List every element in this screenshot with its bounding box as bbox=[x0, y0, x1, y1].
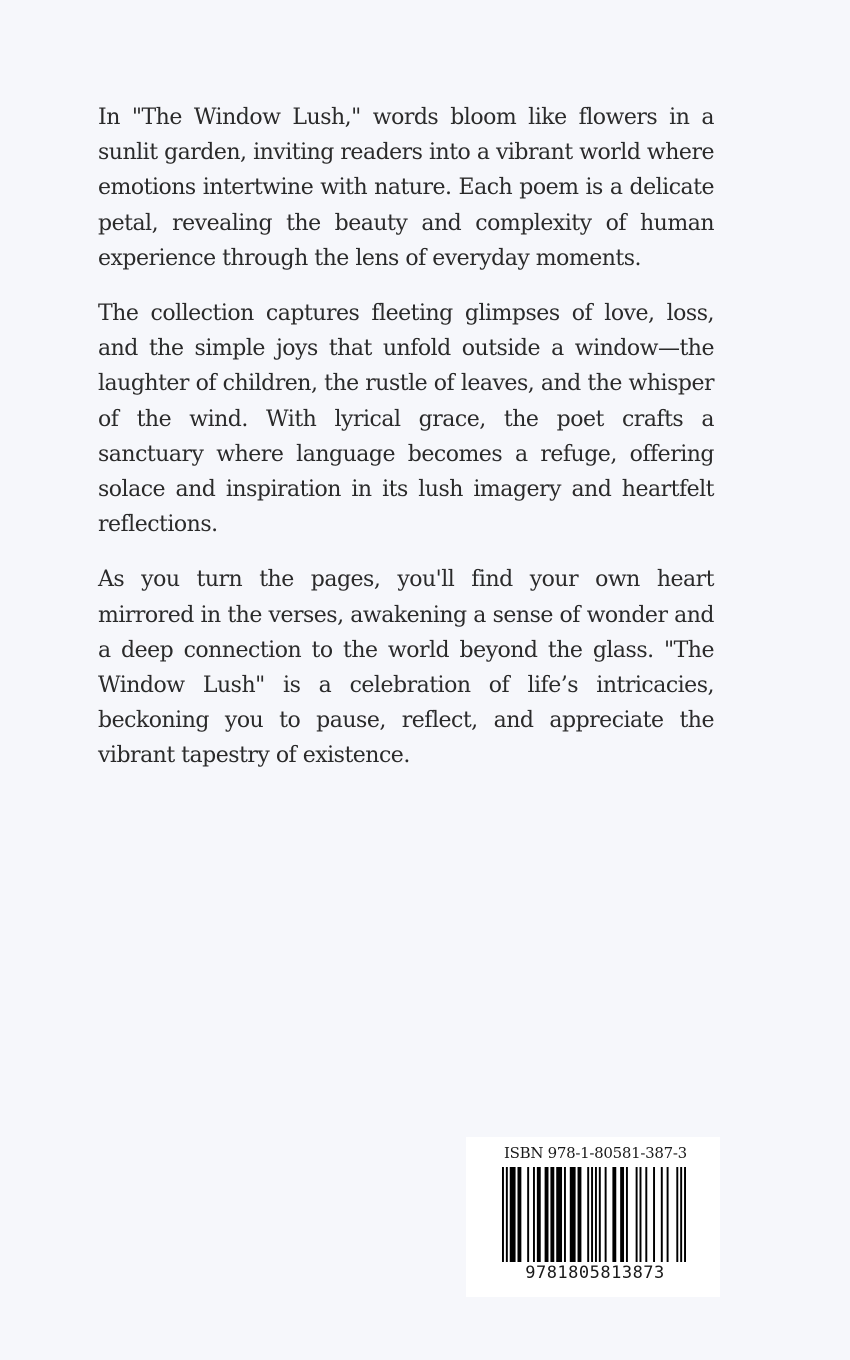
barcode-bar bbox=[550, 1167, 554, 1262]
isbn-barcode-box bbox=[466, 1137, 720, 1297]
barcode-bar bbox=[676, 1167, 678, 1262]
barcode-bar bbox=[537, 1167, 541, 1262]
description-paragraph-2: The collection captures fleeting glimpses of love, loss, and the simple joys that unfold outside a window—the laughter of children, the rustle of leaves, and the whisper of the wind. With lyrical grace, the poet crafts a sanctuary where language becomes a refuge, offering solace and inspiration in its lush imagery and heartfelt reflections. bbox=[98, 301, 714, 538]
barcode-bar bbox=[556, 1167, 562, 1262]
description-paragraph-3: As you turn the pages, you'll find your own heart mirrored in the verses, awakening a sense of wonder and a deep connection to the world beyond the glass. "The Window Lush" is a celebration of life’s intricacies, beckoning you to pause, reflect, and appreciate the vibrant tapestry of existence. bbox=[98, 567, 714, 769]
barcode-bar bbox=[517, 1167, 521, 1262]
barcode-bar bbox=[599, 1167, 601, 1262]
barcode-bar bbox=[587, 1167, 589, 1262]
barcode-bar bbox=[640, 1167, 642, 1262]
barcode-bar bbox=[605, 1167, 607, 1262]
barcode-bar bbox=[667, 1167, 669, 1262]
barcode-bar bbox=[620, 1167, 624, 1262]
barcode-bar bbox=[570, 1167, 576, 1262]
barcode-bar bbox=[564, 1167, 566, 1262]
barcode-bar bbox=[595, 1167, 597, 1262]
barcode-bar bbox=[533, 1167, 535, 1262]
barcode-digits: 9781805813873 bbox=[525, 1263, 665, 1283]
isbn-label: ISBN 978-1-80581-387-3 bbox=[504, 1144, 687, 1162]
barcode-bar bbox=[684, 1167, 686, 1262]
barcode-bar bbox=[626, 1167, 628, 1262]
description-paragraph-1: In "The Window Lush," words bloom like flowers in a sunlit garden, inviting readers into a vibrant world where emotions intertwine with nature. Each poem is a delicate petal, revealing the beauty and complexity of human experience through the lens of everyday moments. bbox=[98, 105, 714, 271]
barcode-bar bbox=[545, 1167, 549, 1262]
barcode-bar bbox=[680, 1167, 682, 1262]
barcode-bar bbox=[653, 1167, 655, 1262]
barcode-bar bbox=[527, 1167, 529, 1262]
barcode-bar bbox=[502, 1167, 504, 1262]
barcode-bar bbox=[506, 1167, 508, 1262]
barcode-bar bbox=[636, 1167, 638, 1262]
barcode-bar bbox=[510, 1167, 516, 1262]
barcode-icon bbox=[502, 1167, 686, 1262]
barcode-bar bbox=[612, 1167, 616, 1262]
barcode-bar bbox=[645, 1167, 647, 1262]
barcode-bar bbox=[661, 1167, 663, 1262]
barcode-bar bbox=[578, 1167, 582, 1262]
book-description bbox=[98, 100, 714, 794]
barcode-bar bbox=[591, 1167, 593, 1262]
